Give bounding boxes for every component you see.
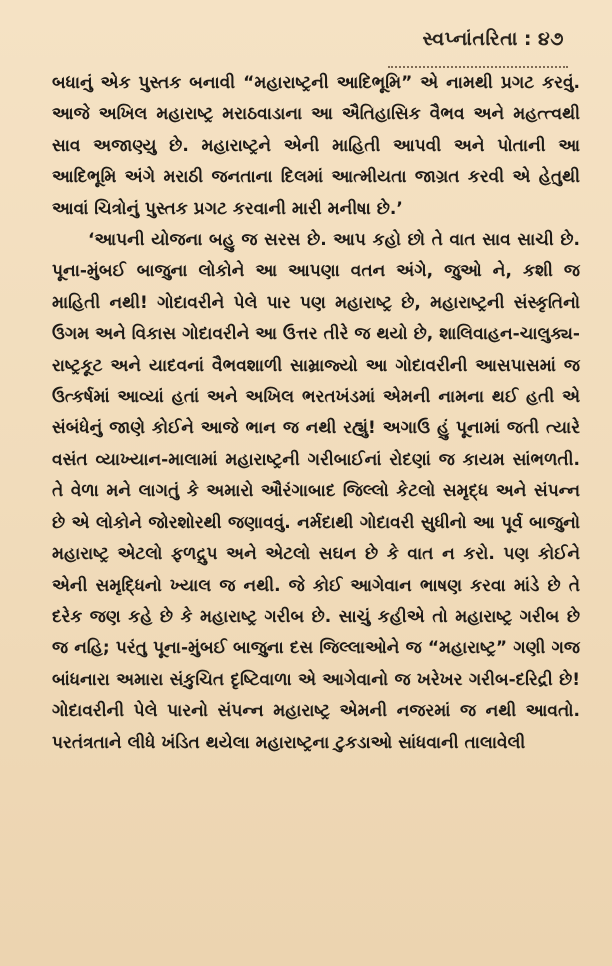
header-separator: : — [523, 28, 532, 50]
body-text — [52, 68, 580, 759]
running-header — [422, 28, 564, 50]
header-title: સ્વપ્નાંતરિતા — [422, 28, 518, 50]
paragraph: ‘આપની યોજના બહુ જ સરસ છે. આપ કહો છો તે વાત સાવ સાચી છે. પૂના-મુંબઈ બાજુના લોકોને આ આપણા વતન અંગે, જુઓ ને, કશી જ માહિતી નથી! ગોદાવરીને પેલે પાર પણ મહારાષ્ટ્ર છે, મહારાષ્ટ્રની સંસ્કૃતિનો ઉગમ અને વિકાસ ગોદાવરીને આ ઉત્તર તીરે જ થયો છે, શાલિવાહન-ચાલુક્ય-રાષ્ટ્રકૂટ અને યાદવનાં વૈભવશાળી સામ્રાજ્યો આ ગોદાવરીની આસપાસમાં જ ઉત્કર્ષમાં આવ્યાં હતાં અને અખિલ ભરતખંડમાં એમની નામના થઈ હતી એ સંબંધેનું જાણે કોઈને આજે ભાન જ નથી રહ્યું! અગાઉ હું પૂનામાં જતી ત્યારે વસંત વ્યાખ્યાન-માલામાં મહારાષ્ટ્રની ગરીબાઈનાં રોદણાં જ કાયમ સાંભળતી. તે વેળા મને લાગતું કે અમારો ઔરંગાબાદ જિલ્લો કેટલો સમૃદ્ધ અને સંપન્ન છે એ લોકોને જોરશોરથી જણાવવું. નર્મદાથી ગોદાવરી સુધીનો આ પૂર્વ બાજુનો મહારાષ્ટ્ર એટલો ફળદ્રુપ અને એટલો સઘન છે કે વાત ન કરો. પણ કોઈને એની સમૃદ્ધિનો ખ્યાલ જ નથી. જે કોઈ આગેવાન ભાષણ કરવા માંડે છે તે દરેક જણ કહે છે કે મહારાષ્ટ્ર ગરીબ છે. સાચું કહીએ તો મહારાષ્ટ્ર ગરીબ છે જ નહિ; પરંતુ પૂના-મુંબઈ બાજુના દસ જિલ્લાઓને જ “મહારાષ્ટ્ર” ગણી ગજ બાંધનારા અમારા સંકુચિત દૃષ્ટિવાળા એ આગેવાનો જ ખરેખર ગરીબ-દરિદ્રી છે! ગોદાવરીની પેલે પારનો સંપન્ન મહારાષ્ટ્ર એમની નજરમાં જ નથી આવતો. પરતંત્રતાને લીધે ખંડિત થયેલા મહારાષ્ટ્રના ટુકડાઓ સાંધવાની તાલાવેલી — [52, 230, 580, 753]
page-number: ૪૭ — [538, 28, 564, 50]
paragraph: બધાનું એક પુસ્તક બનાવી “મહારાષ્ટ્રની આદિભૂમિ” એ નામથી પ્રગટ કરવું. આજે અખિલ મહારાષ્ટ્ર મરાઠવાડાના આ ઐતિહાસિક વૈભવ અને મહત્ત્વથી સાવ અજાણ્યુ છે. મહારાષ્ટ્રને એની માહિતી આપવી અને પોતાની આ આદિભૂમિ અંગે મરાઠી જનતાના દિલમાં આત્મીયતા જાગ્રત કરવી એ હેતુથી આવાં ચિત્રોનું પુસ્તક પ્રગટ કરવાની મારી મનીષા છે.’ — [52, 73, 580, 219]
